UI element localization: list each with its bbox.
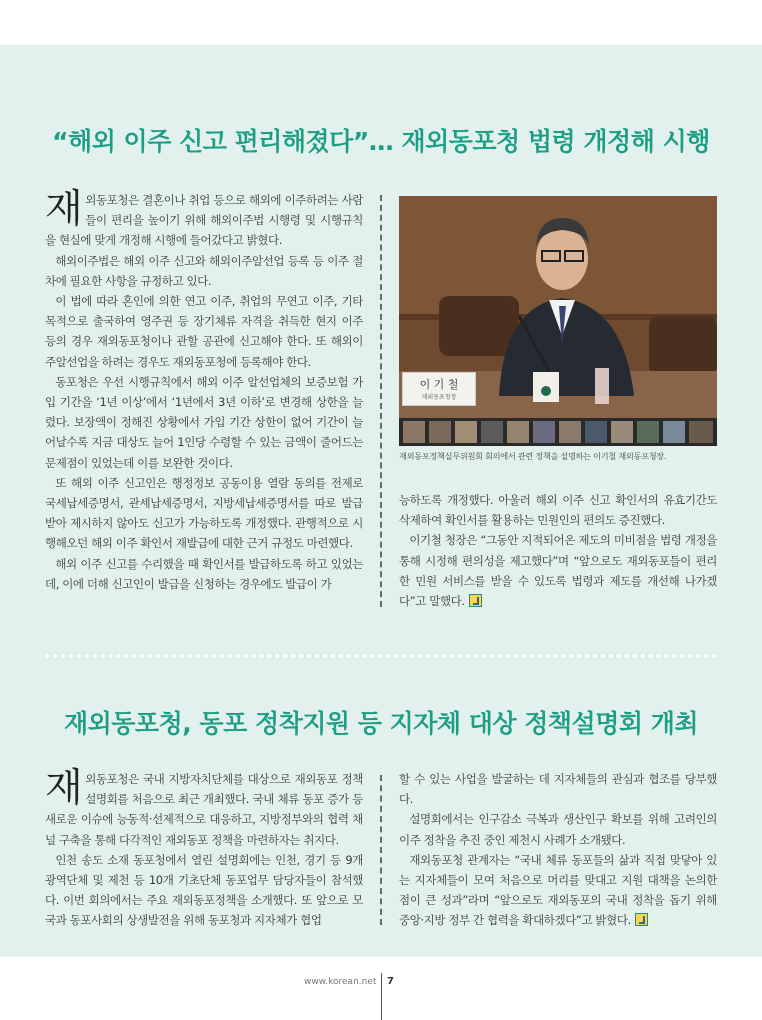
- article1-paragraph: 동포청은 우선 시행규칙에서 해외 이주 알선업체의 보증보험 가입 기간을 ‘1년 이상’에서 ‘1년에서 3년 이하’로 변경해 상한을 늘렸다. 보장액이 정해진 상황에서 가입 기간 상한이 없어 기간이 늘어날수록 지금 대상도 늘어 1인당 수령할 수 있는 금액이 줄어드는 문제점이 있었는데 이를 보완한 것이다.: [45, 374, 363, 470]
- nameplate-title: 재외동포청장: [421, 394, 457, 401]
- column-divider: [380, 195, 382, 607]
- article1-title: “해외 이주 신고 편리해졌다”… 재외동포청 법령 개정해 시행: [52, 127, 710, 156]
- article1-paragraph: 재외동포청은 결혼이나 취업 등으로 해외에 이주하려는 사람들이 편리을 높이기 위해 해외이주법 시행령 및 시행규칙을 현실에 맞게 개정해 시행에 들어갔다고 밝혔다.: [45, 187, 363, 248]
- article1-paragraph: 해외 이주 신고를 수리했을 때 확인서를 발급하도록 하고 있었는데, 이에 더해 신고인이 발급을 신청하는 경우에도 발급이 가: [45, 556, 363, 591]
- photo-caption: 재외동포정책실무위원회 회의에서 관련 정책을 설명하는 이기철 재외동포청장.: [399, 451, 667, 461]
- article2-paragraph: 인천 송도 소재 동포청에서 열린 설명회에는 인천, 경기 등 9개 광역단체 및 제천 등 10개 기초단체 동포업무 담당자들이 참석했다. 이번 회의에서는 주요 재외동포정책을 소개했다. 또 앞으로 모국과 동포사회의 상생발전을 위해 동포청과 지자체가 협업: [45, 852, 363, 928]
- column-divider: [380, 775, 382, 925]
- dropcap: 재: [45, 187, 83, 232]
- article2-title: 재외동포청, 동포 정착지원 등 지자체 대상 정책설명회 개최: [63, 709, 699, 738]
- end-mark-icon: [469, 594, 482, 607]
- article1-paragraph: 해외이주법은 해외 이주 신고와 해외이주알선업 등록 등 이주 절차에 필요한 사항을 규정하고 있다.: [45, 253, 363, 288]
- article1-paragraph: 능하도록 개정했다. 아울러 해외 이주 신고 확인서의 유효기간도 삭제하여 확인서를 활용하는 민원인의 편의도 증진했다.: [399, 493, 717, 528]
- nameplate: [402, 372, 476, 406]
- page-number: 7: [387, 976, 394, 987]
- footer-divider: [381, 973, 382, 1020]
- article2-paragraph: 재외동포청 관계자는 “국내 체류 동포들의 삶과 직접 맞닿아 있는 지자체들이 모여 처음으로 머리를 맞대고 지원 대책을 논의한 점이 큰 성과”라며 “앞으로도 재외동포의 국내 정착을 돕기 위해 중앙·지방 정부 간 협력을 확대하겠다”고 밝혔다.: [399, 852, 717, 928]
- section-divider: [45, 654, 717, 658]
- article1-paragraph: 또 해외 이주 신고인은 행정정보 공동이용 열람 동의를 전제로 국세납세증명서, 관세납세증명서, 지방세납세증명서를 따로 발급받아 제시하지 않아도 신고가 가능하도록 개정했다. 관행적으로 시행해오던 해외 이주 확인서 재발급에 대한 근거 규정도 마련했다.: [45, 475, 363, 551]
- article2-left-column: [45, 766, 363, 931]
- article2-right-column: [399, 769, 717, 931]
- article2-paragraph: 할 수 있는 사업을 발굴하는 데 지자체들의 관심과 협조를 당부했다.: [399, 772, 717, 807]
- article2-paragraph: 설명회에서는 인구감소 극복과 생산인구 확보를 위해 고려인의 이주 정착을 추진 중인 제천시 사례가 소개됐다.: [399, 812, 717, 847]
- article2-paragraph: 재외동포청은 국내 지방자치단체를 대상으로 재외동포 정책설명회를 처음으로 최근 개최했다. 국내 체류 동포 증가 등 새로운 이슈에 능동적·선제적으로 대응하고, 지방정부와의 협력 채널 구축을 통해 다각적인 재외동포 정책을 마련하자는 취지다.: [45, 766, 363, 847]
- nameplate-name: 이 기 철: [419, 378, 459, 391]
- end-mark-icon: [635, 913, 648, 926]
- article1-left-column: [45, 187, 363, 594]
- article1-paragraph: 이 법에 따라 혼인에 의한 연고 이주, 취업의 무연고 이주, 기타 목적으로 출국하여 영주권 등 장기체류 자격을 취득한 현지 이주 등의 경우 재외동포청이나 관할 공관에 신고해야 한다. 또 해외이주알선업을 하려는 경우도 재외동포청에 등록해야 한다.: [45, 294, 363, 369]
- article1-photo: [399, 196, 717, 446]
- article1-paragraph: 이기철 청장은 “그동안 지적되어온 제도의 미비점을 법령 개정을 통해 시정해 편의성을 제고했다”며 “앞으로도 재외동포들이 편리한 민원 서비스를 받을 수 있도록 법령과 제도를 개선해 나가겠다”고 말했다.: [399, 533, 717, 609]
- footer-site: www.korean.net: [304, 977, 377, 987]
- article1-right-column: [399, 490, 717, 611]
- dropcap: 재: [45, 766, 83, 811]
